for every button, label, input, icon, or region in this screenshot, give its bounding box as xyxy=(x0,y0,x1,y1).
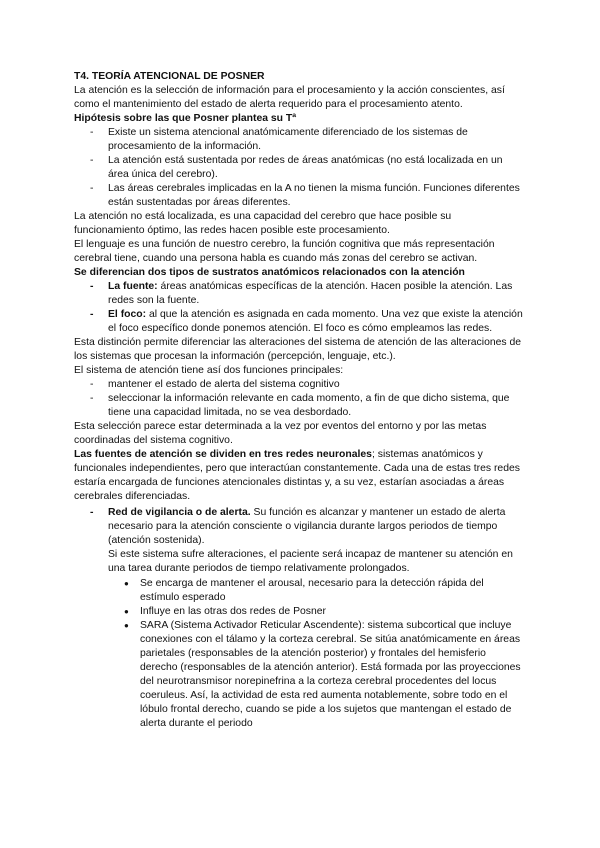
hypotheses-list xyxy=(74,126,524,210)
substrates-heading: Se diferencian dos tipos de sustratos anatómicos relacionados con la atención xyxy=(74,267,465,278)
functions-heading: El sistema de atención tiene así dos funciones principales: xyxy=(74,365,344,376)
document-body xyxy=(74,70,524,731)
alert-bullet: ● SARA (Sistema Activador Reticular Ascendente): sistema subcortical que incluye conexiones con el tálamo y la corteza cerebral. Se sitúa anatómicamente en áreas parietales (responsables de la atención posterior) y frontales del hemisferio derecho (responsables de la atención anterior). Está formada por las proyecciones del neurotransmisor norepinefrina a la corteza cerebral procedentes del locus coeruleus. Así, la actividad de esta red aumenta notablemente, sobre todo en el lóbulo frontal derecho, cuando se pide a los sujetos que mantengan el estado de alerta durante el periodo xyxy=(140,619,524,731)
function-item: - mantener el estado de alerta del sistema cognitivo xyxy=(108,378,524,392)
networks-lead: Las fuentes de atención se dividen en tres redes neuronales xyxy=(74,449,372,460)
alert-bullet: ● Influye en las otras dos redes de Posner xyxy=(140,605,524,619)
hypothesis-item: - Existe un sistema atencional anatómicamente diferenciado de los sistemas de procesamiento de la información. xyxy=(108,126,524,154)
hypothesis-item: - Las áreas cerebrales implicadas en la A no tienen la misma función. Funciones diferentes están sustentadas por áreas diferentes. xyxy=(108,182,524,210)
language-paragraph: El lenguaje es una función de nuestro cerebro, la función cognitiva que más representación cerebral tiene, cuando una persona habla es cuando más zonas del cerebro se activan. xyxy=(74,239,495,264)
substrate-label: El foco: xyxy=(108,309,147,320)
alert-network-text2: Si este sistema sufre alteraciones, el paciente será incapaz de mantener su atención en una tarea durante periodos de tiempo relativamente prolongados. xyxy=(108,549,513,574)
alert-network-label: Red de vigilancia o de alerta. xyxy=(108,507,251,518)
hypothesis-item: - La atención está sustentada por redes de áreas anatómicas (no está localizada en un área única del cerebro). xyxy=(108,154,524,182)
alert-bullets xyxy=(74,577,524,731)
document-title: T4. TEORÍA ATENCIONAL DE POSNER xyxy=(74,71,265,82)
substrate-label: La fuente: xyxy=(108,281,158,292)
function-item: - seleccionar la información relevante en cada momento, a fin de que dicho sistema, que tiene una capacidad limitada, no se vea desbordado. xyxy=(108,392,524,420)
functions-list xyxy=(74,378,524,420)
alert-network-item xyxy=(108,506,524,576)
distinction-paragraph: Esta distinción permite diferenciar las alteraciones del sistema de atención de las alteraciones de los sistemas que procesan la información (percepción, lenguaje, etc.). xyxy=(74,337,522,362)
substrates-list xyxy=(74,280,524,336)
substrate-text: áreas anatómicas específicas de la atención. Hacen posible la atención. Las redes son la fuente. xyxy=(108,281,513,306)
substrate-item-source xyxy=(108,280,524,308)
intro-paragraph: La atención es la selección de información para el procesamiento y la acción conscientes, así como el mantenimiento del estado de alerta requerido para el procesamiento atento. xyxy=(74,85,505,110)
substrate-item-focus xyxy=(108,308,524,336)
selection-paragraph: Esta selección parece estar determinada a la vez por eventos del entorno y por las metas coordinadas del sistema cognitivo. xyxy=(74,421,487,446)
hypotheses-heading: Hipótesis sobre las que Posner plantea su Tª xyxy=(74,113,297,124)
substrate-text: al que la atención es asignada en cada momento. Una vez que existe la atención el foco específico donde ponemos atención. El foco es cómo empleamos las redes. xyxy=(108,309,523,334)
alert-network-text: Su función es alcanzar y mantener un estado de alerta necesario para la atención consciente o vigilancia durante largos periodos de tiempo (atención sostenida). xyxy=(108,507,506,546)
alert-network-desc xyxy=(108,506,524,548)
networks-rest: ; sistemas anatómicos y funcionales independientes, pero que interactúan constantemente. Cada una de estas tres redes estaría encargada de funciones atencionales distintas y, a su vez, estarían asociadas a áreas cerebrales diferenciadas. xyxy=(74,449,520,502)
localization-paragraph: La atención no está localizada, es una capacidad del cerebro que hace posible su funcionamiento óptimo, las redes hacen posible este procesamiento. xyxy=(74,211,452,236)
networks-list xyxy=(74,506,524,576)
networks-paragraph xyxy=(74,448,524,504)
alert-bullet: ● Se encarga de mantener el arousal, necesario para la detección rápida del estímulo esperado xyxy=(140,577,524,605)
